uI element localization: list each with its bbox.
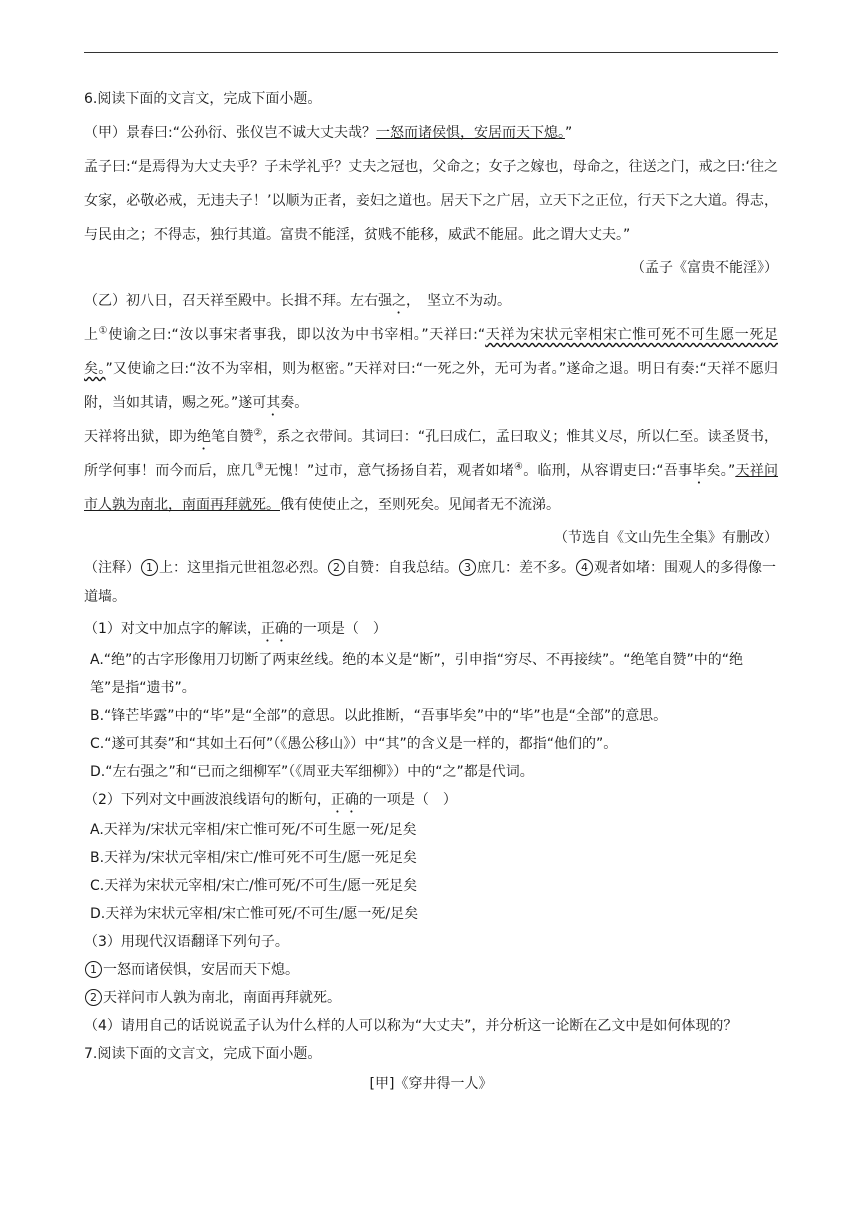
option-2a[interactable]: A.天祥为/宋状元宰相/宋亡惟可死/不可生愿一死/足矣 — [90, 822, 417, 838]
translate-sentence-2: 2 天祥问市人孰为南北，南面再拜就死。 — [84, 984, 778, 1012]
option-1c[interactable]: C.“遂可其奏”和“其如土石何”（《愚公移山》）中“其”的含义是一样的，都指“他们的”。 — [90, 736, 618, 752]
passage-jia-paragraph: 孟子曰:“是焉得为大丈夫乎？子未学礼乎？丈夫之冠也，父命之；女子之嫁也，母命之，往送之门，戒之曰:‘往之女家，必敬必戒，无违夫子！’以顺为正者，妾妇之道也。居天下之广居，立天下之正位，行天下之大道。得志，与民由之；不得志，独行其道。富贵不能淫，贫贱不能移，威武不能屈。此之谓大丈夫。” — [84, 159, 778, 243]
sub-question-4: （4）请用自己的话说说孟子认为什么样的人可以称为“大丈夫”，并分析这一论断在乙文中是如何体现的？ — [84, 1018, 738, 1034]
footnote-marker-1: ① — [98, 325, 109, 337]
question-7-subtitle: [甲]《穿井得一人》 — [369, 1076, 493, 1092]
dotted-char: 其 — [266, 395, 281, 411]
dotted-char: 绝 — [196, 429, 212, 445]
underlined-sentence: 一怒而诸侯惧，安居而天下熄。 — [375, 125, 565, 141]
footnote-marker-4: ④ — [514, 461, 524, 473]
option-2d[interactable]: D.天祥为宋状元宰相/宋亡惟可死/不可生/愿一死/足矣 — [90, 906, 419, 922]
option-2b[interactable]: B.天祥为/宋状元宰相/宋亡/惟可死不可生/愿一死足矣 — [90, 850, 417, 866]
sub-question-3: （3）用现代汉语翻译下列句子。 — [84, 934, 289, 950]
passage-yi-paragraph-3: 天祥将出狱，即为绝笔自赞②，系之衣带间。其词曰：“孔曰成仁，孟曰取义；惟其义尽，所以仁至。读圣贤书，所学何事！而今而后，庶几③无愧！”过市，意气扬扬自若，观者如堵④。临刑，从容谓吏曰:“吾事毕矣。”天祥问市人孰为南北，南面再拜就死。俄有使使止之，至则死矣。见闻者无不流涕。 — [84, 427, 779, 513]
option-1d[interactable]: D.“左右强之”和“已而之细柳军”（《周亚夫军细柳》）中的“之”都是代词。 — [90, 764, 534, 780]
option-1b[interactable]: B.“锋芒毕露”中的“毕”是“全部”的意思。以此推断，“吾事毕矣”中的“毕”也是“全部”的意思。 — [90, 708, 668, 724]
dotted-char: 之 — [392, 293, 406, 309]
option-2c[interactable]: C.天祥为宋状元宰相/宋亡/惟可死/不可生/愿一死足矣 — [90, 878, 418, 894]
sub-question-1: （1）对文中加点字的解读，正确的一项是（ ） — [84, 621, 387, 637]
dotted-char: 毕 — [692, 463, 707, 479]
passage-yi-line-1: （乙）初八日，召天祥至殿中。长揖不拜。左右强之， 坚立不为动。 — [84, 293, 511, 309]
passage-jia-source: （孟子《富贵不能淫》） — [631, 260, 778, 276]
sub-question-2: （2）下列对文中画波浪线语句的断句，正确的一项是（ ） — [84, 792, 457, 808]
translate-sentence-1: 1 一怒而诸侯惧，安居而天下熄。 — [84, 956, 778, 984]
option-1a[interactable]: A.“绝”的古字形像用刀切断了两束丝线。绝的本义是“断”，引申指“穷尽、不再接续”。“绝笔自赞”中的“绝笔”是指“遗书”。 — [90, 652, 744, 696]
footnote-marker-2: ② — [253, 427, 263, 439]
wavy-underlined-sentence: 天祥为宋状元宰相宋亡惟可死不可生愿一死足矣。 — [84, 327, 779, 377]
question-7-title: 7.阅读下面的文言文，完成下面小题。 — [84, 1046, 322, 1062]
header-rule — [84, 52, 778, 53]
underlined-sentence: 天祥问市人孰为南北，南面再拜就死。 — [84, 463, 779, 513]
passage-jia-line-1: （甲）景春曰:“公孙衍、张仪岂不诚大丈夫哉？一怒而诸侯惧，安居而天下熄。” — [84, 125, 573, 141]
annotations: （注释） 1 上：这里指元世祖忽必烈。 2 自赞：自我总结。 3 庶几：差不多。 4 观者如堵：围观人的多得像一道墙。 — [84, 560, 776, 605]
footnote-marker-3: ③ — [255, 461, 265, 473]
document-body — [84, 82, 778, 1100]
passage-yi-paragraph-2: 上①使谕之曰:“汝以事宋者事我，即以汝为中书宰相。”天祥曰:“天祥为宋状元宰相宋亡惟可死不可生愿一死足矣。”又使谕之曰:“汝不为宰相，则为枢密。”天祥对曰:“一死之外，无可为者。”遂命之退。明日有奏:“天祥不愿归附，当如其请，赐之死。”遂可其奏。 — [84, 325, 779, 411]
question-6-title: 6.阅读下面的文言文，完成下面小题。 — [84, 91, 322, 107]
passage-yi-source: （节选自《文山先生全集》有删改） — [554, 530, 778, 546]
